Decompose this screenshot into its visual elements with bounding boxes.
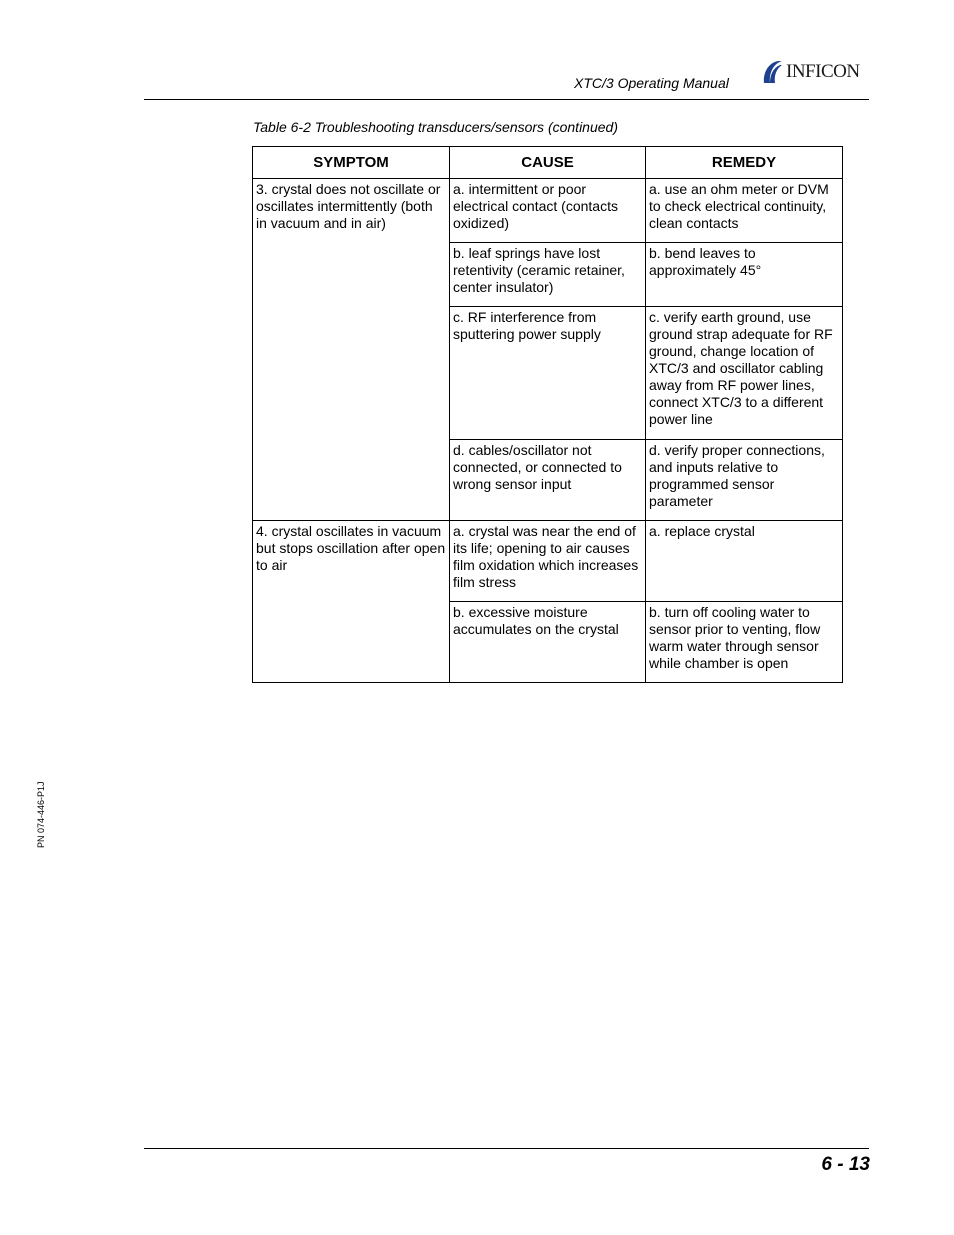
troubleshooting-table xyxy=(252,146,843,683)
inficon-logo xyxy=(760,58,872,86)
remedy-cell: d. verify proper connections, and inputs relative to programmed sensor parameter xyxy=(646,440,843,521)
remedy-cell: c. verify earth ground, use ground strap adequate for RF ground, change location of XTC/3 and oscillator cabling away from RF power lines, connect XTC/3 to a different power line xyxy=(646,307,843,440)
remedy-cell: b. turn off cooling water to sensor prior to venting, flow warm water through sensor while chamber is open xyxy=(646,602,843,683)
running-header-title: XTC/3 Operating Manual xyxy=(574,75,729,91)
column-header-symptom: SYMPTOM xyxy=(253,147,450,179)
page-number: 6 - 13 xyxy=(821,1154,870,1175)
table-caption: Table 6-2 Troubleshooting transducers/sensors (continued) xyxy=(253,119,618,135)
column-header-cause: CAUSE xyxy=(450,147,646,179)
cause-cell: a. crystal was near the end of its life; opening to air causes film oxidation which increases film stress xyxy=(450,521,646,602)
remedy-cell: a. replace crystal xyxy=(646,521,843,602)
footer-rule xyxy=(144,1148,869,1149)
inficon-logo-icon xyxy=(760,59,784,85)
cause-cell: b. leaf springs have lost retentivity (ceramic retainer, center insulator) xyxy=(450,243,646,307)
table-header-row xyxy=(253,147,843,179)
column-header-remedy: REMEDY xyxy=(646,147,843,179)
cause-cell: c. RF interference from sputtering power supply xyxy=(450,307,646,440)
symptom-cell: 3. crystal does not oscillate or oscillates intermittently (both in vacuum and in air) xyxy=(253,179,450,521)
part-number: PN 074-446-P1J xyxy=(36,781,46,848)
cause-cell: a. intermittent or poor electrical contact (contacts oxidized) xyxy=(450,179,646,243)
table-row xyxy=(253,179,843,243)
symptom-cell: 4. crystal oscillates in vacuum but stops oscillation after open to air xyxy=(253,521,450,683)
remedy-cell: a. use an ohm meter or DVM to check electrical continuity, clean contacts xyxy=(646,179,843,243)
header-rule xyxy=(144,99,869,100)
remedy-cell: b. bend leaves to approximately 45° xyxy=(646,243,843,307)
cause-cell: b. excessive moisture accumulates on the crystal xyxy=(450,602,646,683)
cause-cell: d. cables/oscillator not connected, or connected to wrong sensor input xyxy=(450,440,646,521)
table-row xyxy=(253,521,843,602)
logo-text: INFICON xyxy=(786,61,860,82)
